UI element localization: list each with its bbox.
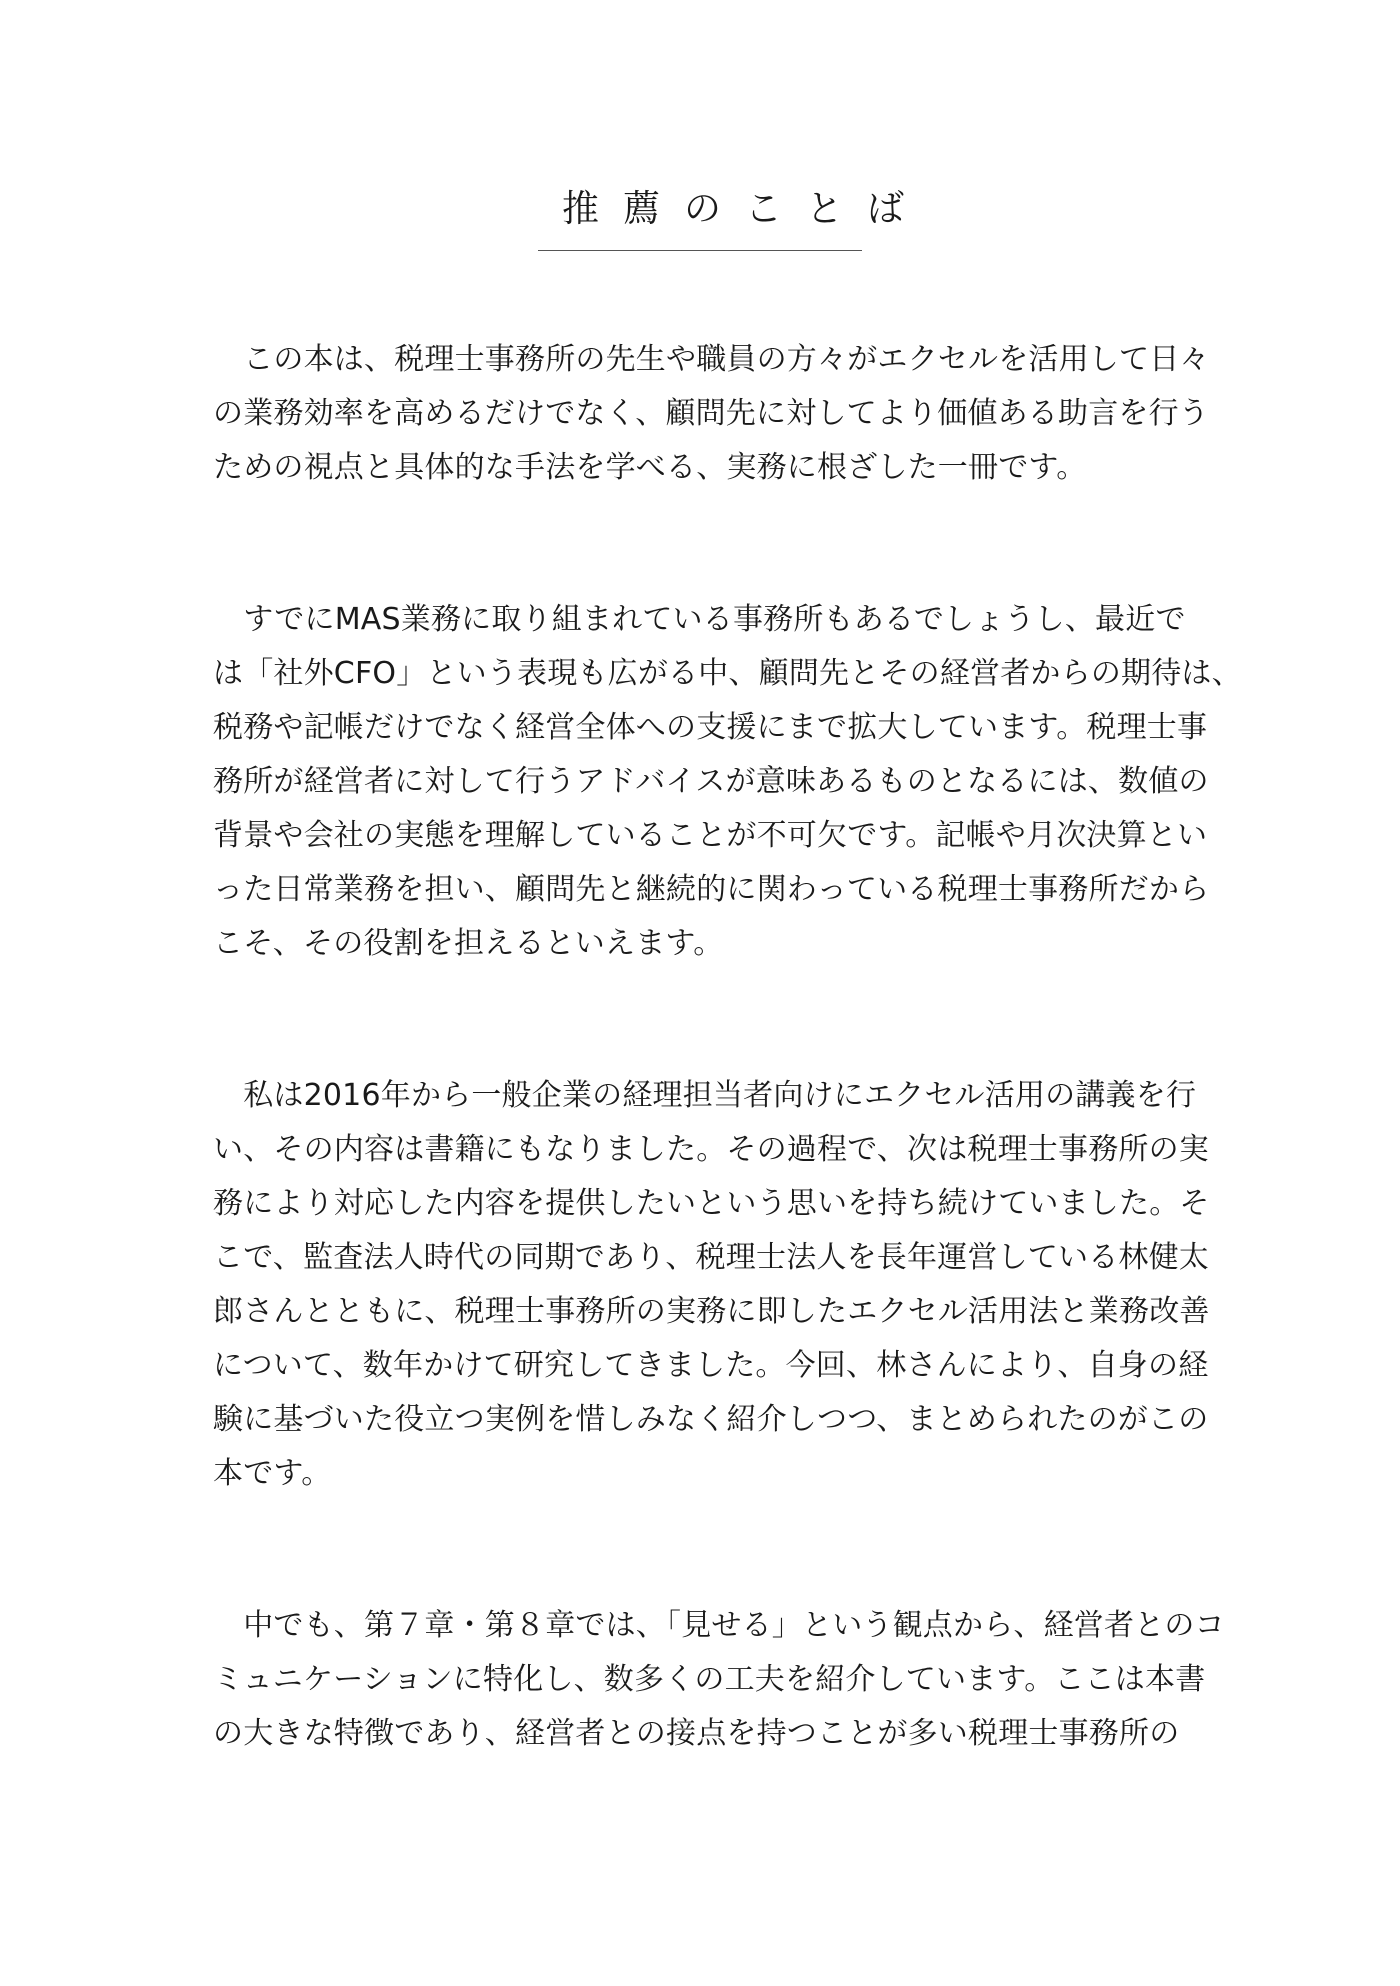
text-line: の大きな特徴であり、経営者との接点を持つことが多い税理士事務所の <box>213 1716 1180 1751</box>
paragraph-3 <box>213 1069 1213 1501</box>
text-line: こそ、その役割を担えるといえます。 <box>213 926 724 961</box>
text-line: この本は、税理士事務所の先生や職員の方々がエクセルを活用して日々 <box>213 342 1210 377</box>
text-line: ための視点と具体的な手法を学べる、実務に根ざした一冊です。 <box>213 450 1087 485</box>
paragraph-4 <box>213 1599 1225 1761</box>
text-line: ミュニケーションに特化し、数多くの工夫を紹介しています。ここは本書 <box>213 1662 1206 1697</box>
text-line: 郎さんとともに、税理士事務所の実務に即したエクセル活用法と業務改善 <box>213 1294 1210 1329</box>
text-line: 本です。 <box>213 1456 332 1491</box>
text-line: い、その内容は書籍にもなりました。その過程で、次は税理士事務所の実 <box>213 1132 1209 1167</box>
text-line: について、数年かけて研究してきました。今回、林さんにより、自身の経 <box>213 1348 1209 1383</box>
paragraph-1 <box>213 333 1213 495</box>
text-line: った日常業務を担い、顧問先と継続的に関わっている税理士事務所だから <box>213 872 1210 907</box>
text-line: 背景や会社の実態を理解していることが不可欠です。記帳や月次決算とい <box>213 818 1208 853</box>
page-title: 推薦のことば <box>538 178 862 251</box>
text-line: の業務効率を高めるだけでなく、顧問先に対してより価値ある助言を行う <box>213 396 1209 431</box>
text-line: 中でも、第７章・第８章では、「見せる」という観点から、経営者とのコ <box>213 1608 1225 1643</box>
text-line: 験に基づいた役立つ実例を惜しみなく紹介しつつ、まとめられたのがこの <box>213 1402 1209 1437</box>
text-line: 私は2016年から一般企業の経理担当者向けにエクセル活用の講義を行 <box>213 1078 1197 1113</box>
text-line: 税務や記帳だけでなく経営全体への支援にまで拡大しています。税理士事 <box>213 710 1208 745</box>
document-body <box>213 333 1242 1761</box>
title-section <box>0 178 1400 251</box>
text-line: すでにMAS業務に取り組まれている事務所もあるでしょうし、最近で <box>213 602 1186 637</box>
text-line: こで、監査法人時代の同期であり、税理士法人を長年運営している林健太 <box>213 1240 1209 1275</box>
text-line: 務により対応した内容を提供したいという思いを持ち続けていました。そ <box>213 1186 1210 1221</box>
text-line: は「社外CFO」という表現も広がる中、顧問先とその経営者からの期待は、 <box>213 656 1242 691</box>
text-line: 務所が経営者に対して行うアドバイスが意味あるものとなるには、数値の <box>213 764 1209 799</box>
paragraph-2 <box>213 593 1242 971</box>
